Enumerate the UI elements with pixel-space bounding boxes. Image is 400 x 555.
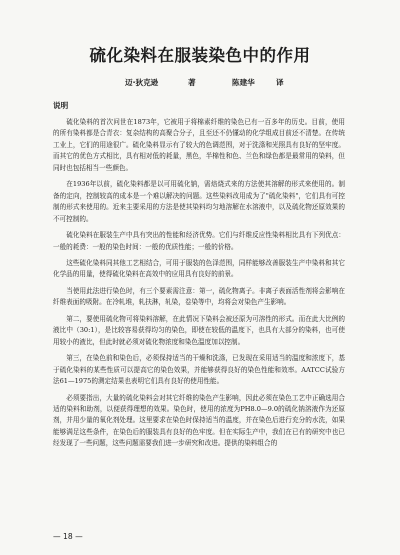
paragraph: 硫化染料的首次问世在1873年，它被用于将棉素纤维的染色已有一百多年的历史。目前，使用的所有染料都是合青衣：复杂结构的高聚合分子，且至还不仍懂动的化学组成目前还不清楚。在传统工业上，它们的用途很广。硫化染料显示有了较大的色调范围，对于洗涤和光照具有良好的坚牢度。而其它的优色方式相比，具有相对低的耗量，黑色，半棉性和色、兰色和绿色都是最常用的染料，但同时也包括相当一些颜色。 [53,118,345,172]
paragraph: 第二，要使用硫化物可将染料溶解，在此情况下染料会被还原为可溶性的形式。而在此大比例的液比中（30:1），是比较容易获得均匀的染色，即使在较低的温度下，也具有大部分的染料，也可使用较小的液比，但此时就必须对硫化物浓度和染色温度加以控制。 [53,314,345,346]
paragraph: 硫化染料在服装生产中具有突出的性能和经济优势。它们与纤维反应性染料相比具有下列优点：一般的耗费：一般的染色时间：一般的优质性能；一般的价格。 [53,231,345,251]
author-role: 著 [188,78,196,87]
translator-role: 译 [276,78,284,87]
paragraph: 第三，在染色前和染色后，必须保持适当的干燥和洗涤，已发现在采用适当的温度和浓度下，基于硫化染料的某些性质可以提高它的染色效果，并能够获得良好的染色性能和效率。AATCC试验方法61—1975的测定结果也表明它们具有良好的使用性能。 [53,354,345,386]
paragraph: 在1936年以前，硫化染料都是以可用硫化钠，需焙烧式来的方法使其溶解的形式来使用的。制备的定向，控制较高的成本是一个难以解决的问题。这些染料改用成为了"硫化染料"，它们具有可控制的形式来使用的。近来主要采用的方法是使其染料均匀地溶解在水溶液中，以及硫化物还原效果的不可控制的。 [53,180,345,223]
article-body [53,117,345,450]
section-heading: 说明 [53,101,69,110]
page-title: 硫化染料在服装染色中的作用 [89,46,311,65]
paragraph: 必须要指出，大量的硫化染料会对其它纤维的染色产生影响，因此必须在染色工艺中正确选用合适的染料和助剂，以便获得理想的效果。染色时，使用的浓度为PH8.0—9.0的硫化钠溶液作为还原剂，并用少量的氧化剂处理。这里要求在染色时保持适当的温度，并在染色后进行充分的水洗，如果能够满足这些条件，在染色后的服装具有良好的色牢度。但在实际生产中，我们在已有的研究中也已经发现了一些问题，这些问题需要我们进一步研究和改进。提供的染料组合的 [53,393,345,448]
page-number: — 18 — [53,532,83,541]
paragraph: 当使用此法进行染色时，有三个要素需注意：第一，硫化物离子。非离子表面活性剂将会影响在纤维表面的吸附。在冷轧堆，轧扶淋，轧染，卷染等中，均将会对染色产生影响。 [53,286,345,307]
author-name: 迈·狄克逊 [125,78,159,87]
translator-name: 陈建华 [232,78,255,87]
paragraph: 这些硫化染料同其他工艺相结合，可用于服装的色泽范围，同样能够改善服装生产中染料和其它化学品的用量，使得硫化染料在高效中的应用具有良好的前景。 [53,258,345,279]
